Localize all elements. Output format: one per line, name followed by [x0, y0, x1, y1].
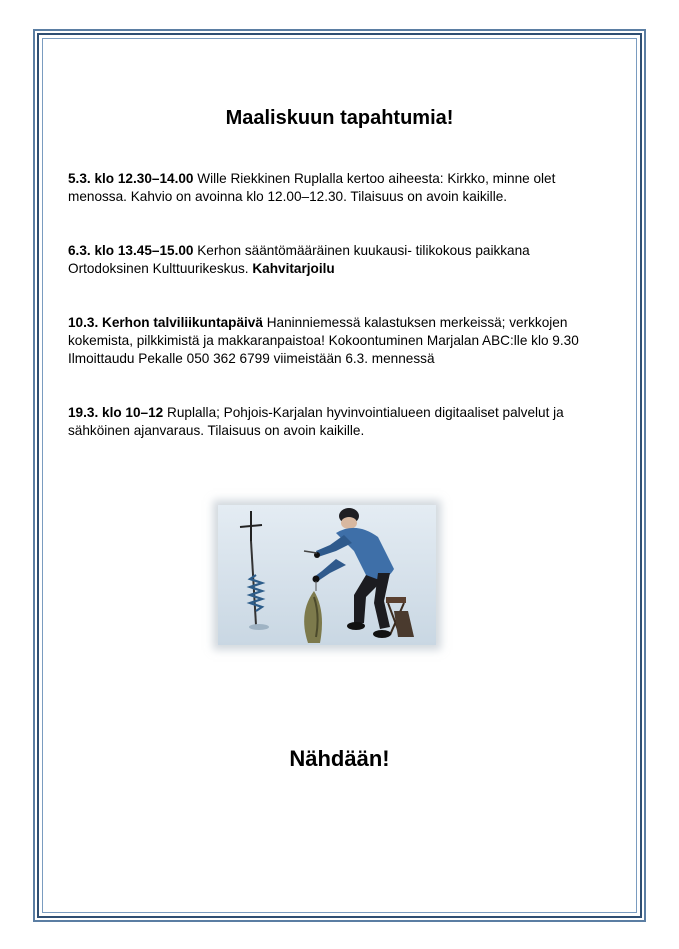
event-item	[68, 404, 598, 440]
event-description: Kerhon sääntömääräinen kuukausi- tilikokous paikkana Ortodoksinen Kulttuurikeskus.	[68, 243, 530, 276]
closing-greeting: Nähdään!	[289, 746, 390, 771]
event-datetime: 10.3. Kerhon talviliikuntapäivä	[68, 315, 263, 330]
ice-fishing-illustration	[218, 505, 436, 645]
page-title: Maaliskuun tapahtumia!	[225, 107, 454, 129]
event-item	[68, 170, 598, 206]
event-item	[68, 242, 598, 278]
ice-fishing-photo	[218, 505, 436, 645]
event-highlight: Kahvitarjoilu	[252, 261, 335, 276]
event-datetime: 5.3. klo 12.30–14.00	[68, 171, 194, 186]
event-item	[68, 314, 598, 368]
decorative-border	[33, 29, 646, 922]
event-description: Haninniemessä kalastuksen merkeissä; verkkojen kokemista, pilkkimistä ja makkaranpaistoa! Kokoontuminen Marjalan ABC:lle klo 9.30 Ilmoittaudu Pekalle 050 362 6799 viimeistään 6.3. mennessä	[68, 315, 579, 366]
event-description: Ruplalla; Pohjois-Karjalan hyvinvointialueen digitaaliset palvelut ja sähköinen ajanvaraus. Tilaisuus on avoin kaikille.	[68, 405, 564, 438]
event-datetime: 19.3. klo 10–12	[68, 405, 164, 420]
event-description: Wille Riekkinen Ruplalla kertoo aiheesta: Kirkko, minne olet menossa. Kahvio on avoinna klo 12.00–12.30. Tilaisuus on avoin kaikille.	[68, 171, 556, 204]
event-datetime: 6.3. klo 13.45–15.00	[68, 243, 194, 258]
